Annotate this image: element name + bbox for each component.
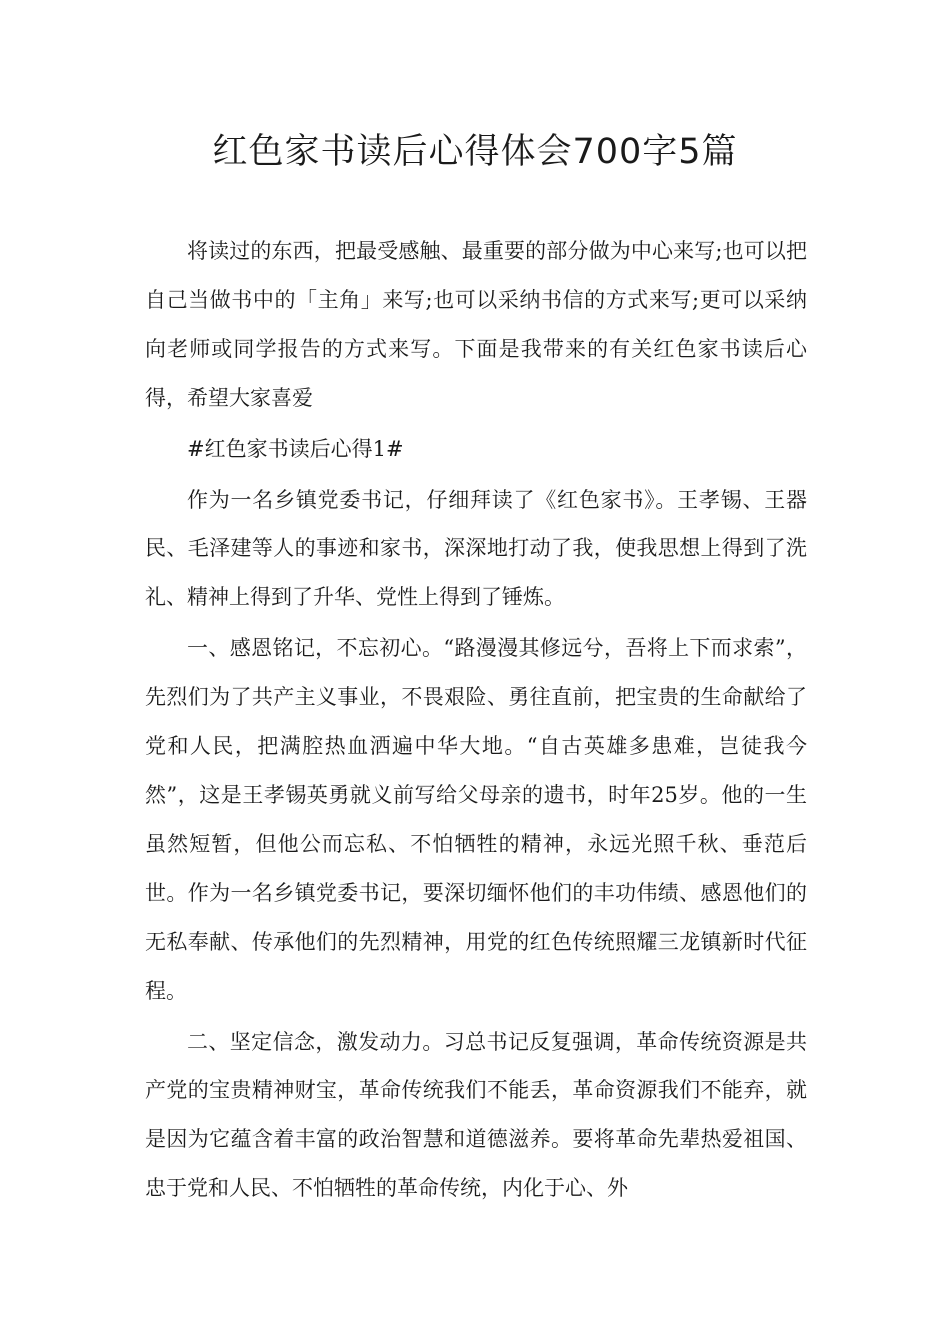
document-body bbox=[145, 227, 807, 1215]
paragraph-intro: 将读过的东西，把最受感触、最重要的部分做为中心来写;也可以把自己当做书中的「主角」来写;也可以采纳书信的方式来写;更可以采纳向老师或同学报告的方式来写。下面是我带来的有关红色家书读后心得，希望大家喜爱 bbox=[145, 239, 807, 410]
paragraph-section-heading: #红色家书读后心得1# bbox=[187, 436, 404, 461]
document-title: 红色家书读后心得体会700字5篇 bbox=[212, 132, 738, 172]
paragraph-point-one: 一、感恩铭记，不忘初心。“路漫漫其修远兮，吾将上下而求索”，先烈们为了共产主义事业，不畏艰险、勇往直前，把宝贵的生命献给了党和人民，把满腔热血洒遍中华大地。“自古英雄多患难，岂徒我今然”，这是王孝锡英勇就义前写给父母亲的遗书，时年25岁。他的一生虽然短暂，但他公而忘私、不怕牺牲的精神，永远光照千秋、垂范后世。作为一名乡镇党委书记，要深切缅怀他们的丰功伟绩、感恩他们的无私奉献、传承他们的先烈精神，用党的红色传统照耀三龙镇新时代征程。 bbox=[145, 636, 807, 1003]
paragraph-opening: 作为一名乡镇党委书记，仔细拜读了《红色家书》。王孝锡、王器民、毛泽建等人的事迹和家书，深深地打动了我，使我思想上得到了洗礼、精神上得到了升华、党性上得到了锤炼。 bbox=[145, 487, 807, 610]
paragraph-point-two: 二、坚定信念，激发动力。习总书记反复强调，革命传统资源是共产党的宝贵精神财宝，革命传统我们不能丢，革命资源我们不能弃，就是因为它蕴含着丰富的政治智慧和道德滋养。要将革命先辈热爱祖国、忠于党和人民、不怕牺牲的革命传统，内化于心、外 bbox=[145, 1029, 807, 1201]
